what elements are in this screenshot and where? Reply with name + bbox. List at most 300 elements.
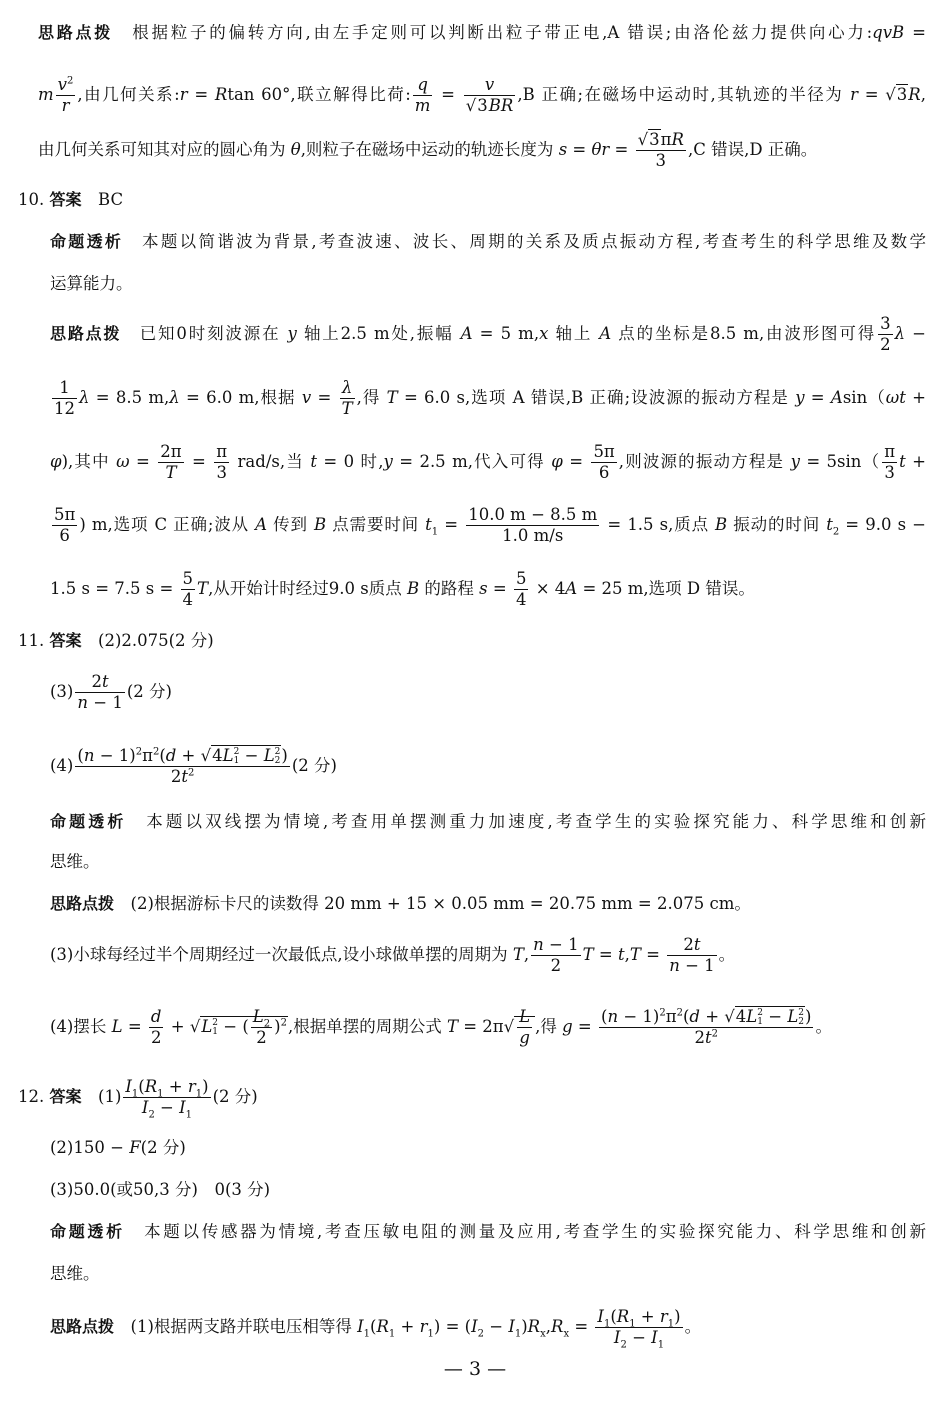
text-run: ,从开始计时经过9.0 s质点 [208,579,408,598]
section-label: 答案 [49,1087,82,1106]
text-run: (4)摆长 [50,1017,112,1036]
section-label: 答案 [49,631,82,650]
radicand [514,1007,535,1047]
math-variable: r [659,1307,668,1326]
math-variable: R [376,1317,389,1336]
text-run: 1 [59,378,70,397]
text-run: tan 60°,联立解得比荷: [227,85,411,104]
text-run: + [905,452,926,471]
superscript: 2 [659,1007,666,1019]
math-variable: s [558,140,568,159]
math-variable: v [57,75,67,94]
text-run: sin（ [842,388,886,407]
text-run: , [920,85,926,104]
text-run: 1.5 s = 7.5 s = [50,579,179,598]
text-run: 思维。 [50,852,100,871]
text-run: 11. [18,631,50,650]
denominator [531,956,580,976]
text-run: 本题以简谐波为背景,考查波速、波长、周期的关系及质点振动方程,考查考生的科学思维及数学 [123,232,926,251]
math-variable: θ [290,140,301,159]
text-run: 4 [212,746,223,765]
fraction [149,1007,164,1048]
radical-sign: √ [465,96,477,115]
text-run: 本题以传感器为情境,考查压敏电阻的测量及应用,考查学生的实验探究能力、科学思维和创新 [124,1222,926,1241]
q12-intent [50,1212,926,1252]
text-run: ),其中 [61,452,117,471]
text-run: + [905,388,926,407]
radicand [648,129,661,149]
text-run: 10. [18,190,50,209]
math-variable: d [150,1007,162,1026]
text-run: = [609,140,634,159]
text-run: , [545,1317,551,1336]
subscript: 1 [388,1328,396,1340]
para-q9-analysis-line [38,13,926,53]
radical-sign: √ [724,1007,735,1026]
subscript: 2 [263,1018,271,1030]
text-run: = [129,452,157,471]
math-variable: T [341,399,353,418]
text-run: = [804,388,831,407]
fraction [158,442,183,483]
subscript: 1 [363,1328,371,1340]
text-run: π [665,1007,677,1026]
sup-sub-script [798,1009,804,1027]
fraction [591,442,616,483]
square-root [201,745,282,765]
text-run: ) [521,1317,528,1336]
text-run: 4 [182,590,194,609]
text-run: + [176,746,201,765]
text-run: (2)根据游标卡尺的读数得 20 mm + 15 × 0.05 mm = 20.75 mm = 2.075 cm。 [114,894,751,913]
text-run: 2 [694,1028,705,1047]
q10-intent-cont [50,264,926,304]
math-variable: R [551,1317,564,1336]
numerator [149,1007,164,1028]
q11-answer-3 [50,672,926,712]
text-run: , [523,945,530,964]
radical-sign: √ [200,746,212,765]
text-run: ,则波源的振动方程是 [618,452,791,471]
math-variable: A [599,324,612,343]
superscript: 2 [798,1007,805,1018]
math-variable: I [651,1328,658,1347]
math-variable: t [181,767,188,786]
math-variable: φ [50,452,62,471]
fraction [595,1307,682,1351]
text-run: = [438,515,465,534]
subscript: 2 [620,1339,627,1351]
math-variable: A [460,324,473,343]
fraction [214,442,229,483]
math-variable: λ [894,324,906,343]
text-run: 10.0 m − 8.5 m [468,505,598,524]
text-run: 6 [598,463,610,482]
text-run: 2 [170,767,182,786]
subscript: 1 [667,1318,675,1330]
text-run: = [567,140,592,159]
math-variable: A [565,579,578,598]
text-run: + [699,1007,725,1026]
text-run: 4 [735,1007,747,1026]
square-root [885,84,908,104]
superscript: 2 [152,746,160,758]
superscript: 2 [187,767,195,779]
text-run: 的路程 [419,579,480,598]
math-variable: F [129,1138,141,1157]
numerator [158,442,183,463]
subscript: 1 [629,1318,636,1330]
math-variable: T [165,463,177,482]
math-variable: t [899,452,906,471]
denominator [667,956,716,976]
subscript: 1 [212,1026,219,1037]
text-run: 2 [683,935,694,954]
text-run: − [154,1098,180,1117]
superscript: 2 [233,746,240,757]
numerator [52,505,77,526]
text-run: (3) [50,682,74,701]
math-variable: m [38,85,54,104]
text-run: 4 [515,590,527,609]
text-run: 12. [18,1087,50,1106]
q10-analysis-line [50,314,926,354]
text-run: = 25 m,选项 D 错误。 [577,579,755,598]
subscript: 1 [185,1109,193,1121]
text-run: 3 [896,85,908,104]
text-run: − 1 [543,935,579,954]
denominator [52,399,77,419]
denominator [466,526,599,546]
math-variable: T [197,579,209,598]
denominator [464,96,516,116]
text-run: = [640,945,666,964]
numerator [517,1007,532,1028]
radicand [735,1006,805,1026]
math-variable: ωt [885,388,906,407]
math-variable: ω [116,452,130,471]
subscript: 1 [757,1016,763,1027]
fraction [466,505,599,546]
q12-answer [18,1077,894,1121]
numerator [595,1307,682,1328]
math-variable: t [102,672,109,691]
section-label: 思路点拨 [50,894,115,913]
text-run: = 6.0 m,根据 [179,388,302,407]
math-variable: g [562,1017,573,1036]
text-run: ) = ( [433,1317,472,1336]
fraction [413,75,433,116]
math-variable: L [252,1007,264,1026]
math-variable: R [214,85,228,104]
numerator [667,935,716,956]
superscript: 2 [676,1007,683,1019]
text-run: = 0 时, [317,452,384,471]
math-variable: m [414,96,431,115]
square-root [466,95,489,115]
text-run: = [185,452,213,471]
text-run: 2 [91,672,103,691]
subscript: 1 [233,755,240,766]
numerator [514,569,529,590]
denominator [123,1098,210,1121]
math-variable: T [512,945,524,964]
text-run: 5π [593,442,615,461]
text-run: 3 [655,151,667,170]
square-root [724,1006,805,1026]
subscript: 2 [274,755,281,766]
radicand [476,95,489,115]
text-run: 振动的时间 [727,515,827,534]
math-variable: qvB [872,23,905,42]
numerator [882,442,897,463]
q12-answer-3 [50,1170,926,1210]
math-variable: T [446,1017,458,1036]
math-variable: I [613,1328,621,1347]
math-variable: B [314,515,327,534]
subscript: 1 [431,526,439,538]
denominator [158,463,183,483]
text-run: (2 分) [126,682,172,701]
text-run: (1) [81,1087,122,1106]
text-run: 3 [477,96,488,115]
text-run: = 2π [457,1017,504,1036]
subscript: 1 [657,1339,665,1351]
text-run: = 5sin（ [799,452,881,471]
math-variable: t [310,452,317,471]
numerator [466,505,599,526]
math-variable: r [187,1077,196,1096]
text-run: 3 [880,314,891,333]
math-variable: B [407,579,420,598]
math-variable: BR [488,96,514,115]
text-run: ,根据单摆的周期公式 [287,1017,447,1036]
numerator [413,75,433,96]
numerator [340,378,355,399]
numerator [878,314,893,335]
denominator [251,1028,272,1048]
math-variable: λ [169,388,180,407]
text-run: − 1) [618,1007,660,1026]
text-run: − [763,1007,788,1026]
math-variable: y [790,452,800,471]
para-q9-analysis-line [38,130,926,170]
text-run: (2)150 − [50,1138,130,1157]
text-run: 5 [515,569,527,588]
section-label: 命题透析 [50,1222,125,1241]
text-run: = [187,85,215,104]
denominator [591,463,616,483]
superscript: 2 [757,1007,763,1018]
text-run: 传到 [267,515,314,534]
text-run: = [904,23,926,42]
text-run: 2 [880,335,891,354]
text-run: = [434,85,462,104]
math-variable: λ [341,378,353,397]
radicand [211,745,281,765]
math-variable: v [301,388,312,407]
subscript: 2 [832,526,840,538]
superscript: 2 [135,746,143,758]
superscript: 2 [274,746,281,757]
math-variable: I [179,1098,186,1117]
text-run: (4) [50,756,74,775]
math-variable: t [693,935,701,954]
math-variable: n [77,693,89,712]
sup-sub-script [275,748,281,766]
fraction [181,569,196,610]
superscript: 2 [711,1028,718,1040]
numerator [464,75,516,96]
text-run: ) [281,746,288,765]
math-variable: B [715,515,728,534]
text-run: = [569,1317,594,1336]
denominator [181,590,196,610]
subscript: x [540,1328,546,1340]
q11-analysis-4 [50,1007,926,1047]
superscript: 2 [66,75,74,87]
section-label: 思路点拨 [50,324,122,343]
subscript: 1 [603,1318,611,1330]
math-variable: t [826,515,833,534]
text-run: + [395,1317,420,1336]
section-label: 命题透析 [50,812,127,831]
superscript: 2 [280,1017,287,1029]
text-run: ) [805,1007,812,1026]
text-run: ( [77,746,84,765]
math-variable: t [425,515,432,534]
section-label: 命题透析 [50,232,124,251]
denominator [413,96,433,116]
fraction [251,1007,272,1048]
numerator [214,442,229,463]
text-run: (2)2.075(2 分) [81,631,214,650]
text-run: (3)50.0(或50,3 分) 0(3 分) [50,1180,271,1199]
denominator [514,590,529,610]
text-run: 2π [160,442,182,461]
math-variable: L [263,746,275,765]
text-run: (2 分) [140,1138,186,1157]
text-run: = 5 m, [472,324,540,343]
q12-intent-cont [50,1254,926,1294]
math-variable: x [539,324,549,343]
q11-intent [50,802,926,842]
math-variable: θr [591,140,610,159]
q11-answer-4 [50,746,926,786]
text-run: 6 [59,526,70,545]
text-run: ,则粒子在磁场中运动的轨迹长度为 [300,140,559,159]
text-run: 轴上2.5 m处,振幅 [296,324,461,343]
numerator [531,935,580,956]
text-run: 点的坐标是8.5 m,由波形图可得 [611,324,877,343]
math-variable: r [419,1317,428,1336]
math-variable: I [597,1307,604,1326]
text-run: 2 [256,1028,267,1047]
text-run: 已知0时刻波源在 [121,324,288,343]
text-run: π [216,442,228,461]
text-run: , [624,945,630,964]
text-run: (1)根据两支路并联电压相等得 [114,1317,358,1336]
text-run: ,C 错误,D 正确。 [687,140,818,159]
section-label: 思路点拨 [38,23,113,42]
numerator [636,130,686,151]
radical-sign: √ [885,85,896,104]
q10-analysis-line [50,569,926,609]
subscript: 2 [477,1328,484,1340]
text-run: = [857,85,886,104]
text-run: ) m,选项 C 正确;波从 [79,515,256,534]
fraction [667,935,716,976]
math-variable: L [201,1017,213,1036]
math-variable: λ [79,388,90,407]
fraction [882,442,897,483]
text-run: × 4 [530,579,566,598]
math-variable: R [616,1307,630,1326]
q10-analysis-line [50,378,926,418]
subscript: 1 [514,1328,522,1340]
text-run: = 1.5 s,质点 [601,515,716,534]
text-run: 3 [884,463,895,482]
fraction [75,746,289,787]
text-run: π [660,130,672,149]
text-run: 1.0 m/s [502,526,564,545]
math-variable: I [141,1098,149,1117]
math-variable: R [144,1077,158,1096]
numerator [599,1007,813,1028]
q10-analysis-line [50,505,926,545]
fraction [123,1077,210,1121]
math-variable: L [222,746,234,765]
text-run: 。 [718,945,736,964]
text-run: ( [682,1007,690,1026]
text-run: = 2.5 m,代入可得 [392,452,552,471]
numerator [56,75,76,96]
math-variable: φ [551,452,563,471]
q11-analysis-2 [50,884,926,924]
text-run: ) [274,1017,281,1036]
subscript: x [563,1328,570,1340]
q10-intent [50,222,926,262]
text-run: ,B 正确;在磁场中运动时,其轨迹的半径为 [517,85,851,104]
text-run: 2 [150,1028,162,1047]
square-root [189,1007,288,1047]
square-root [503,1007,535,1047]
math-variable: n [607,1007,619,1026]
text-run: ( [159,746,166,765]
text-run: 根据粒子的偏转方向,由左手定则可以判断出粒子带正电,A 错误;由洛伦兹力提供向心力: [113,23,873,42]
math-variable: I [471,1317,478,1336]
numerator [181,569,196,590]
denominator [636,151,686,171]
subscript: 2 [148,1109,155,1121]
q12-analysis-1 [50,1307,926,1351]
fraction [75,672,124,713]
text-run: 3 [216,463,227,482]
denominator [882,463,897,483]
math-variable: R [908,85,921,104]
text-run: − 1 [88,693,123,712]
para-q9-analysis-line [38,75,926,115]
text-run: = [593,945,618,964]
text-run: = [122,1017,147,1036]
radicand [200,1007,288,1047]
text-run: 5 [182,569,194,588]
text-run: ) [202,1077,209,1096]
math-variable: I [357,1317,364,1336]
math-variable: R [527,1317,541,1336]
subscript: 2 [798,1016,805,1027]
math-variable: R [671,130,684,149]
